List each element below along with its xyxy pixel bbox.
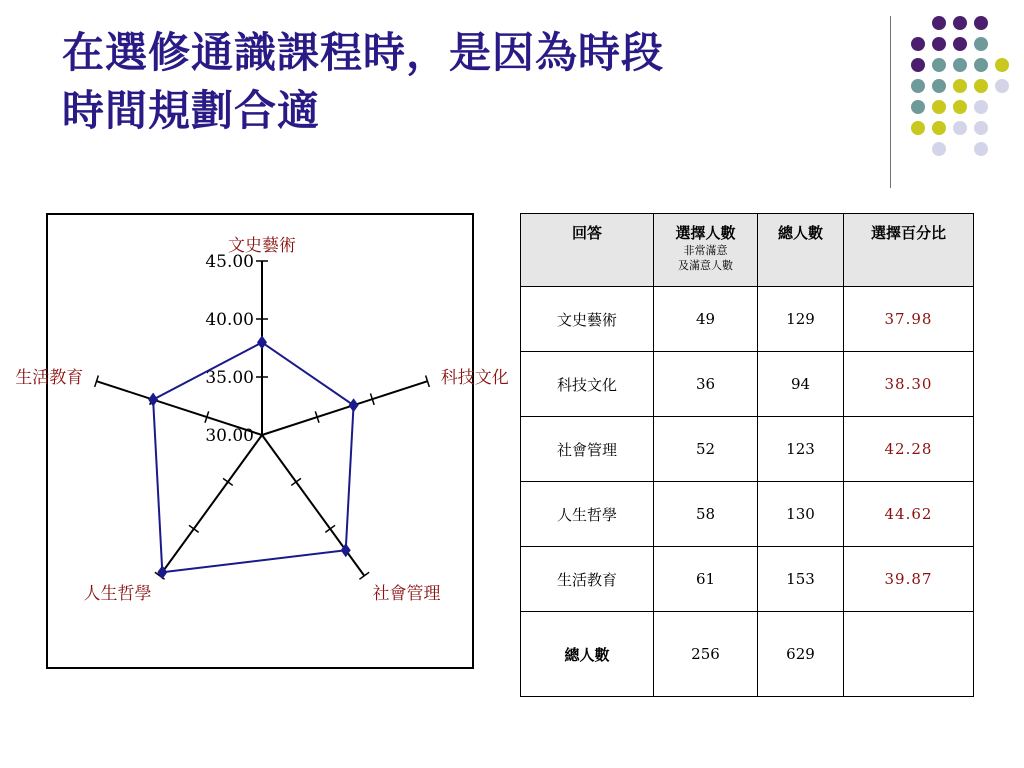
decorative-dot xyxy=(974,121,988,135)
slide-title-line-2: 時間規劃合適 xyxy=(62,86,321,135)
radar-axis-tick xyxy=(359,572,369,579)
cell-percent: 38.30 xyxy=(844,352,974,417)
radar-data-point xyxy=(349,398,359,412)
slide-title-line-1: 在選修通識課程時，是因為時段 xyxy=(62,28,665,77)
cell-total: 129 xyxy=(758,287,844,352)
cell-total-percent xyxy=(844,612,974,697)
header-selected-label: 選擇人數 xyxy=(675,224,736,242)
decorative-vertical-rule xyxy=(890,16,891,188)
table-total-row xyxy=(521,612,974,697)
decorative-dot xyxy=(911,37,925,51)
decorative-dot xyxy=(953,100,967,114)
radar-category-label: 科技文化 xyxy=(440,367,509,388)
radar-scale-label: 45.00 xyxy=(205,252,254,272)
radar-chart xyxy=(15,213,509,669)
decorative-dot xyxy=(932,121,946,135)
cell-selected: 52 xyxy=(654,417,758,482)
decorative-dot xyxy=(953,121,967,135)
cell-category: 生活教育 xyxy=(521,547,654,612)
table-row xyxy=(521,547,974,612)
cell-category: 文史藝術 xyxy=(521,287,654,352)
cell-selected: 49 xyxy=(654,287,758,352)
decorative-dot xyxy=(932,58,946,72)
cell-percent: 44.62 xyxy=(844,482,974,547)
header-selected xyxy=(654,214,758,287)
radar-scale-label: 35.00 xyxy=(205,368,254,388)
header-selected-note-line-1: 非常滿意 xyxy=(683,244,728,257)
radar-axis-tick xyxy=(189,525,199,532)
decorative-dot xyxy=(953,79,967,93)
table-row xyxy=(521,482,974,547)
decorative-dot xyxy=(932,100,946,114)
radar-category-label: 人生哲學 xyxy=(83,584,152,605)
cell-selected: 36 xyxy=(654,352,758,417)
radar-category-label: 文史藝術 xyxy=(228,236,296,256)
decorative-dot xyxy=(911,79,925,93)
decorative-dot xyxy=(911,100,925,114)
cell-total: 123 xyxy=(758,417,844,482)
header-selected-note-line-2: 及滿意人數 xyxy=(678,259,733,272)
decorative-dot xyxy=(974,58,988,72)
cell-total: 153 xyxy=(758,547,844,612)
decorative-dot xyxy=(995,79,1009,93)
radar-axis-spoke xyxy=(160,435,262,576)
decorative-dot xyxy=(911,58,925,72)
decorative-dot xyxy=(974,100,988,114)
radar-scale-label: 30.00 xyxy=(205,426,254,446)
header-answer: 回答 xyxy=(521,214,654,287)
cell-percent: 37.98 xyxy=(844,287,974,352)
decorative-dot xyxy=(974,79,988,93)
radar-axis-tick xyxy=(291,478,301,485)
header-selected-note xyxy=(654,243,757,273)
cell-total: 130 xyxy=(758,482,844,547)
decorative-dot xyxy=(974,37,988,51)
radar-category-label: 社會管理 xyxy=(372,584,441,605)
decorative-dot xyxy=(932,16,946,30)
table-header-row xyxy=(521,214,974,287)
decorative-dot xyxy=(932,142,946,156)
decorative-dot xyxy=(953,37,967,51)
cell-total: 94 xyxy=(758,352,844,417)
radar-axis-spoke xyxy=(262,381,427,435)
decorative-dot xyxy=(932,37,946,51)
cell-selected: 61 xyxy=(654,547,758,612)
radar-data-point xyxy=(257,335,267,349)
cell-percent: 39.87 xyxy=(844,547,974,612)
radar-category-label: 生活教育 xyxy=(15,367,84,388)
table-row xyxy=(521,417,974,482)
decorative-dot xyxy=(932,79,946,93)
cell-percent: 42.28 xyxy=(844,417,974,482)
table-row xyxy=(521,287,974,352)
radar-chart-svg xyxy=(15,215,509,671)
cell-category: 科技文化 xyxy=(521,352,654,417)
table-row xyxy=(521,352,974,417)
cell-total-total: 629 xyxy=(758,612,844,697)
cell-category: 社會管理 xyxy=(521,417,654,482)
decorative-dot xyxy=(974,142,988,156)
header-percent: 選擇百分比 xyxy=(844,214,974,287)
decorative-dot xyxy=(953,16,967,30)
radar-scale-label: 40.00 xyxy=(205,310,254,330)
cell-selected: 58 xyxy=(654,482,758,547)
header-total: 總人數 xyxy=(758,214,844,287)
decorative-dot xyxy=(974,16,988,30)
cell-category: 人生哲學 xyxy=(521,482,654,547)
cell-total-label: 總人數 xyxy=(521,612,654,697)
radar-axis-tick xyxy=(325,525,335,532)
slide-title xyxy=(62,24,862,140)
decorative-dot xyxy=(911,121,925,135)
radar-axis-tick xyxy=(223,478,233,485)
decorative-dot xyxy=(953,58,967,72)
data-table xyxy=(520,213,974,697)
cell-total-selected: 256 xyxy=(654,612,758,697)
decorative-dot xyxy=(995,58,1009,72)
